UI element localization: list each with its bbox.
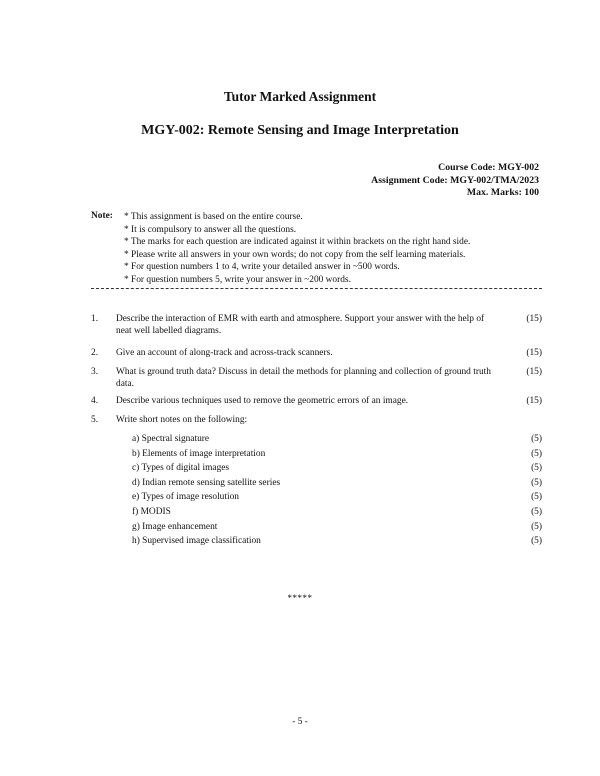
sub-item-text: d) Indian remote sensing satellite series [132,477,281,488]
note-item: * It is compulsory to answer all the questions. [124,224,470,237]
question-number: 1. [91,314,99,324]
question-number: 4. [91,396,99,406]
question-marks: (15) [526,367,542,377]
list-item [132,520,542,535]
sub-item-text: a) Spectral signature [132,434,210,444]
end-marker: ***** [287,593,313,603]
list-item [132,534,542,549]
course-info [371,162,539,200]
note-item: * The marks for each question are indicated against it within brackets on the right hand side. [124,236,470,249]
question-number: 3. [91,367,99,377]
question-marks: (15) [526,348,542,358]
sub-item-marks: (5) [531,492,542,503]
notes-list [124,211,470,287]
list-item [132,505,542,520]
question-marks: (15) [526,396,542,406]
page-title: Tutor Marked Assignment [223,89,377,104]
dashed-divider [91,288,542,289]
note-item: * For question numbers 1 to 4, write your detailed answer in ~500 words. [124,261,470,274]
list-item [132,476,542,491]
note-item: * This assignment is based on the entire course. [124,211,470,224]
question-number: 2. [91,348,99,358]
note-item: * For question numbers 5, write your answer in ~200 words. [124,274,470,287]
assignment-code: Assignment Code: MGY-002/TMA/2023 [371,174,539,186]
sub-item-marks: (5) [531,477,542,488]
list-item [132,461,542,476]
sub-item-marks: (5) [531,536,542,547]
list-item [132,447,542,462]
sub-item-marks: (5) [531,463,542,474]
question-number: 5. [91,415,99,425]
course-code: Course Code: MGY-002 [438,162,539,173]
note-label: Note: [91,211,113,221]
note-item: * Please write all answers in your own words; do not copy from the self learning materials. [124,249,470,262]
question-text: Describe the interaction of EMR with earth and atmosphere. Support your answer with the help of neat well labelled diagrams. [116,314,485,337]
short-notes-list [132,432,542,549]
list-item [132,490,542,505]
question-marks: (15) [526,314,542,324]
course-title: MGY-002: Remote Sensing and Image Interpretation [141,123,459,138]
sub-item-marks: (5) [531,506,542,517]
sub-item-text: b) Elements of image interpretation [132,448,266,459]
sub-item-text: h) Supervised image classification [132,536,261,547]
sub-item-text: g) Image enhancement [132,521,218,532]
question-text: What is ground truth data? Discuss in detail the methods for planning and collection of ground truth data. [116,367,491,390]
question-text: Write short notes on the following: [116,415,248,425]
question-text: Give an account of along-track and across-track scanners. [116,348,333,358]
page-number: - 5 - [292,717,308,727]
sub-item-marks: (5) [531,434,542,444]
sub-item-text: c) Types of digital images [132,463,230,474]
sub-item-text: f) MODIS [132,506,171,517]
sub-item-marks: (5) [531,521,542,532]
question-text: Describe various techniques used to remove the geometric errors of an image. [116,396,409,406]
sub-item-text: e) Types of image resolution [132,492,239,503]
list-item [132,432,542,447]
max-marks: Max. Marks: 100 [466,187,539,199]
sub-item-marks: (5) [531,448,542,459]
